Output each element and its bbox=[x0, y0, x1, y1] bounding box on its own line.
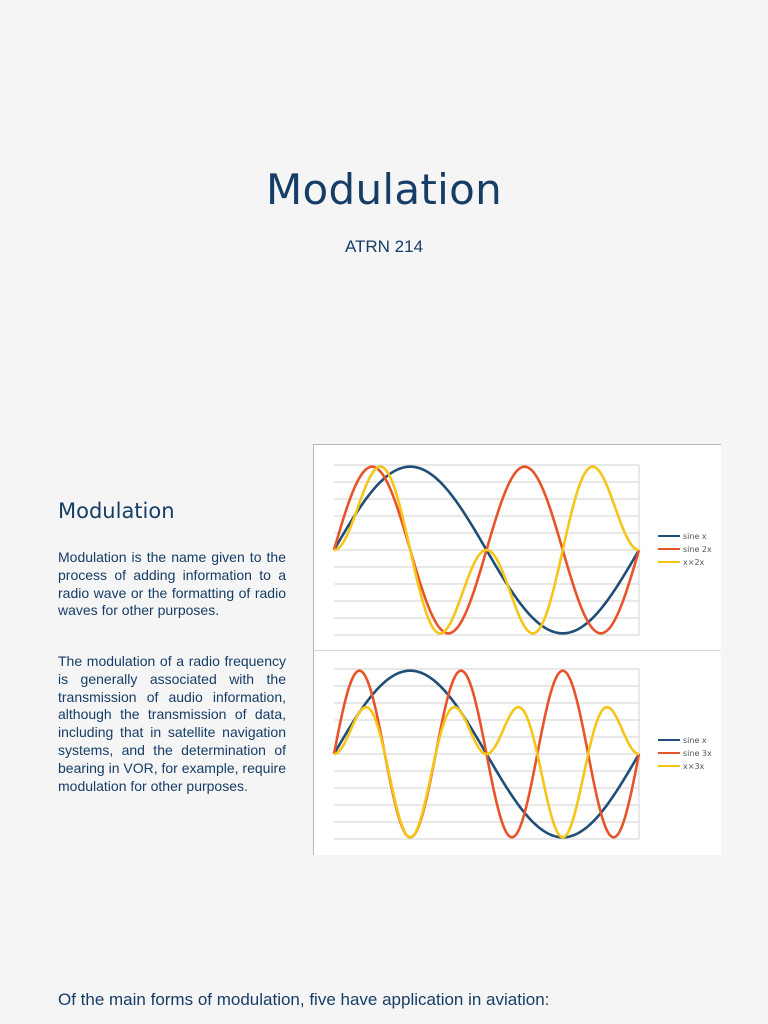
legend-label: sine x bbox=[683, 736, 707, 745]
waveform-figure bbox=[313, 444, 721, 855]
slide-subtitle: ATRN 214 bbox=[344, 237, 424, 256]
section-heading: Modulation bbox=[58, 499, 175, 523]
chart-2 bbox=[334, 669, 712, 839]
legend-label: x×3x bbox=[683, 762, 705, 771]
slide-title: Modulation bbox=[265, 165, 503, 214]
paragraph-association: The modulation of a radio frequency is generally associated with the transmission of audio information, although the transmission of data, including that in satellite navigation systems, and the determination of bearing in VOR, for example, require modulation for other purposes. bbox=[58, 653, 286, 794]
paragraph-definition: Modulation is the name given to the process of adding information to a radio wave or the formatting of radio waves for other purposes. bbox=[58, 549, 286, 619]
legend-label: x×2x bbox=[683, 558, 705, 567]
chart-1 bbox=[334, 465, 712, 635]
legend-label: sine 3x bbox=[683, 749, 712, 758]
legend-label: sine x bbox=[683, 532, 707, 541]
chart-divider bbox=[314, 650, 721, 651]
legend-label: sine 2x bbox=[683, 545, 712, 554]
footer-text: Of the main forms of modulation, five have application in aviation: bbox=[58, 990, 550, 1009]
